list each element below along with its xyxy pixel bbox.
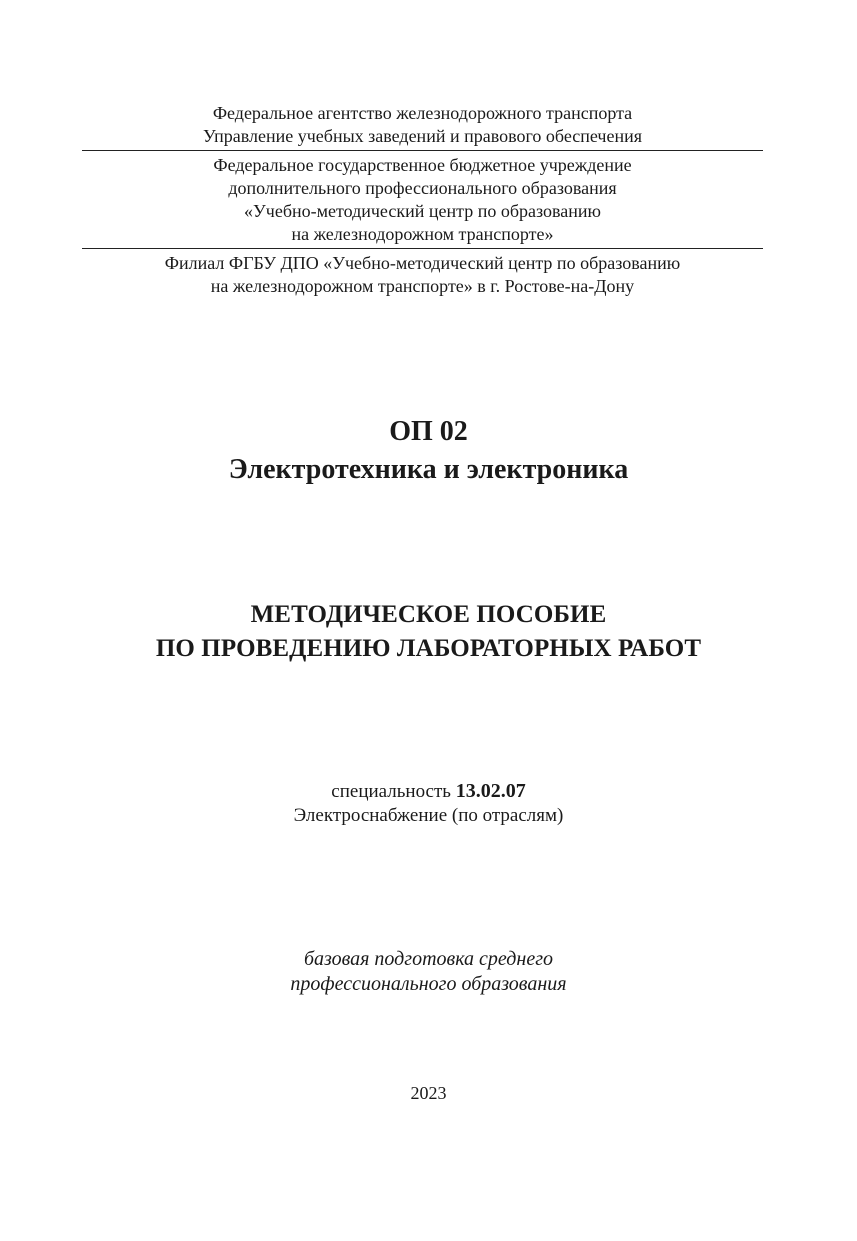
branch-line: на железнодорожном транспорте» в г. Ростове-на-Дону bbox=[210, 276, 635, 296]
document-title-line: ПО ПРОВЕДЕНИЮ ЛАБОРАТОРНЫХ РАБОТ bbox=[155, 635, 702, 662]
document-title bbox=[0, 598, 857, 666]
institution-line: дополнительного профессионального образования bbox=[228, 178, 617, 198]
header-divider bbox=[82, 248, 763, 249]
publication-year: 2023 bbox=[410, 1083, 447, 1103]
specialty-prefix: специальность bbox=[331, 781, 456, 802]
agency-line: Федеральное агентство железнодорожного транспорта bbox=[212, 103, 633, 123]
header-block bbox=[82, 102, 763, 298]
institution-line: «Учебно-методический центр по образованию bbox=[244, 201, 601, 221]
document-title-line: МЕТОДИЧЕСКОЕ ПОСОБИЕ bbox=[250, 601, 607, 628]
institution-line: на железнодорожном транспорте» bbox=[291, 224, 554, 244]
education-level-line: базовая подготовка среднего bbox=[303, 948, 554, 970]
specialty-block bbox=[0, 779, 857, 828]
agency-department-line: Управление учебных заведений и правового обеспечения bbox=[202, 126, 643, 146]
course-code: ОП 02 bbox=[389, 416, 468, 447]
course-name: Электротехника и электроника bbox=[228, 454, 629, 485]
specialty-code: 13.02.07 bbox=[455, 780, 526, 802]
header-divider bbox=[82, 150, 763, 151]
education-level bbox=[0, 947, 857, 997]
specialty-line bbox=[0, 779, 857, 804]
branch-line: Филиал ФГБУ ДПО «Учебно-методический центр по образованию bbox=[164, 253, 681, 273]
specialty-name: Электроснабжение (по отраслям) bbox=[293, 805, 564, 826]
education-level-line: профессионального образования bbox=[290, 973, 567, 995]
institution-line: Федеральное государственное бюджетное учреждение bbox=[213, 155, 632, 175]
